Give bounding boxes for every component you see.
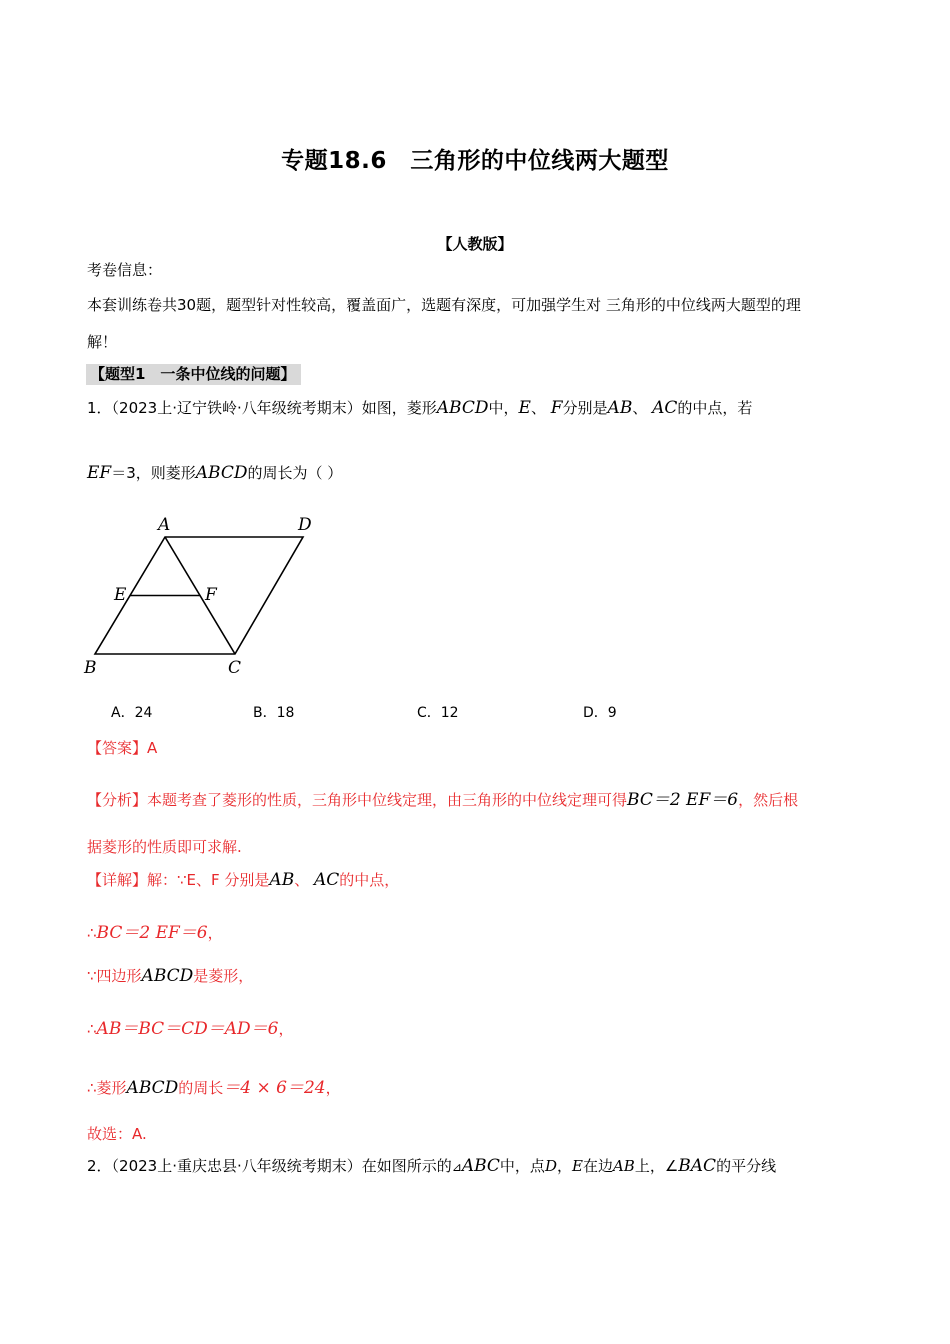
analysis-text: ，然后根 <box>738 791 799 809</box>
math-abcd: ABCD <box>126 1078 179 1098</box>
text: ， <box>207 924 223 942</box>
text: 、 <box>632 399 648 417</box>
step-1 <box>87 918 223 943</box>
math-ac: AC <box>314 870 340 890</box>
label-b: B <box>84 658 97 678</box>
math-ef: EF <box>87 463 112 483</box>
math-abcd: ABCD <box>436 398 489 418</box>
text: ， <box>278 1020 294 1038</box>
therefore-symbol: ∴ <box>87 924 97 942</box>
detail-line <box>87 869 399 890</box>
math-ac: AC <box>652 398 678 418</box>
math-step-3: AB＝BC＝CD＝AD＝6 <box>96 1019 279 1039</box>
step-2 <box>87 965 253 986</box>
math-ab: AB <box>269 870 295 890</box>
text: 的中点， <box>339 871 400 889</box>
text: 、 <box>530 399 546 417</box>
label-d: D <box>298 515 312 535</box>
edition-label: 【人教版】 <box>437 235 513 253</box>
label-c: C <box>228 658 242 678</box>
math-ab: AB <box>607 398 633 418</box>
question-source: （2023上·重庆忠县·八年级统考期末）在如图所示的 <box>111 1157 452 1175</box>
analysis-line-1 <box>87 785 798 810</box>
question-1-line-1 <box>87 397 752 418</box>
math-bc-ef: BC＝2 EF＝6 <box>627 790 739 810</box>
math-d: D <box>544 1157 557 1175</box>
math-ab: AB <box>612 1157 635 1175</box>
info-label: 考卷信息： <box>87 261 163 279</box>
option-b: B．18 <box>253 705 295 721</box>
math-e: E <box>571 1157 583 1175</box>
math-bac: BAC <box>678 1156 717 1176</box>
text: 上， <box>634 1157 665 1175</box>
text: 是菱形， <box>193 967 254 985</box>
answer-label: 【答案】A <box>87 739 158 757</box>
label-e: E <box>114 585 127 605</box>
section-tag: 【题型1 一条中位线的问题】 <box>86 364 301 385</box>
detail-text: 【详解】解：∵E、F 分别是 <box>87 871 270 889</box>
math-f: F <box>550 398 563 418</box>
question-number: 2． <box>87 1157 112 1175</box>
text: ＝3，则菱形 <box>111 464 196 482</box>
text: 的中点，若 <box>677 399 753 417</box>
text: 、 <box>294 871 310 889</box>
intro-line-2: 解！ <box>87 333 118 351</box>
text: 中，点 <box>499 1157 545 1175</box>
triangle-symbol: ⊿ <box>451 1160 462 1174</box>
math-abc: ABC <box>461 1156 500 1176</box>
section-header <box>86 363 301 384</box>
analysis-text: 【分析】本题考查了菱形的性质，三角形中位线定理，由三角形的中位线定理可得 <box>87 791 628 809</box>
analysis-line-2: 据菱形的性质即可求解. <box>87 838 242 856</box>
math-step-1: BC＝2 EF＝6 <box>96 923 208 943</box>
option-a: A．24 <box>111 705 153 721</box>
option-d: D．9 <box>583 705 617 721</box>
rhombus-figure <box>80 512 320 682</box>
text: 的平分线 <box>716 1157 777 1175</box>
step-4 <box>87 1073 341 1098</box>
label-f: F <box>205 585 217 605</box>
label-a: A <box>158 515 171 535</box>
question-number: 1． <box>87 399 112 417</box>
page-title: 专题18.6 三角形的中位线两大题型 <box>281 148 669 174</box>
math-perimeter: ＝4 × 6＝24 <box>223 1078 326 1098</box>
step-3 <box>87 1014 294 1039</box>
question-2-line-1 <box>87 1155 776 1176</box>
text: 在边 <box>582 1157 613 1175</box>
because-text: ∵四边形 <box>87 967 142 985</box>
intro-line-1: 本套训练卷共30题，题型针对性较高，覆盖面广，选题有深度，可加强学生对 三角形的中位线两大题型的理 <box>87 296 801 314</box>
therefore-text: ∴菱形 <box>87 1079 127 1097</box>
question-1-line-2 <box>87 462 342 483</box>
math-abcd: ABCD <box>195 463 248 483</box>
math-e: E <box>518 398 531 418</box>
angle-symbol: ∠ <box>664 1157 679 1175</box>
therefore-symbol: ∴ <box>87 1020 97 1038</box>
text: 的周长 <box>178 1079 224 1097</box>
option-c: C．12 <box>417 705 459 721</box>
conclusion: 故选：A. <box>87 1125 147 1143</box>
text: 分别是 <box>562 399 608 417</box>
text: ， <box>556 1157 572 1175</box>
text: 的周长为（ ） <box>247 464 343 482</box>
text: 中， <box>488 399 519 417</box>
question-source: （2023上·辽宁铁岭·八年级统考期末）如图，菱形 <box>111 399 437 417</box>
text: ， <box>325 1079 341 1097</box>
math-abcd: ABCD <box>141 966 194 986</box>
